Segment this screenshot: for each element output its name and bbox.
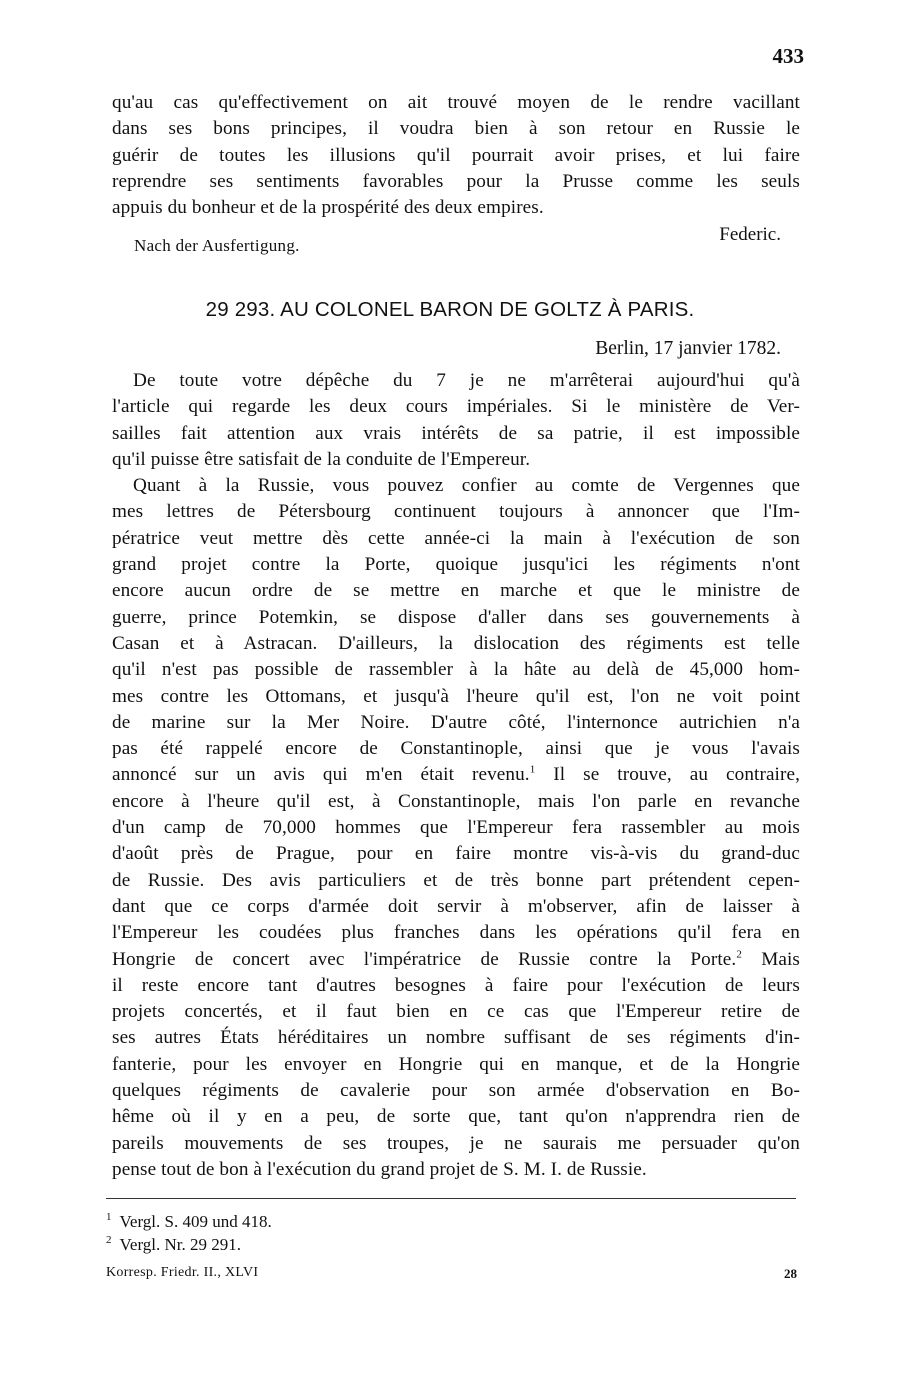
text-line: guérir de toutes les illusions qu'il pourrait avoir prises, et lui faire [112, 144, 800, 166]
line-text: Mais [741, 948, 800, 970]
footnote [106, 1210, 272, 1233]
text-line: encore aucun ordre de se mettre en marche et que le ministre de [112, 580, 800, 602]
footnote-reference: 1 [529, 764, 536, 777]
text-line: hême où il y en a peu, de sorte que, tant qu'on n'apprendra rien de [112, 1106, 800, 1128]
volume-signature: Korresp. Friedr. II., XLVI [106, 1265, 259, 1280]
footnote-text: Vergl. S. 409 und 418. [119, 1212, 272, 1231]
line-text: annoncé sur un avis qui m'en était revenu. [112, 764, 530, 786]
letter-heading: 29 293. AU COLONEL BARON DE GOLTZ À PARIS. [205, 298, 695, 321]
source-note: Nach der Ausfertigung. [134, 236, 300, 255]
text-line: l'article qui regarde les deux cours impériales. Si le ministère de Ver- [112, 396, 800, 418]
footnote-mark: 1 [106, 1211, 112, 1224]
text-line: projets concertés, et il faut bien en ce cas que l'Empereur retire de [112, 1001, 800, 1023]
footnote [106, 1233, 272, 1256]
text-line: guerre, prince Potemkin, se dispose d'aller dans ses gouvernements à [112, 606, 800, 628]
text-line: ses autres États héréditaires un nombre suffisant de ses régiments d'in- [112, 1027, 800, 1049]
text-line: dans ses bons principes, il voudra bien à son retour en Russie le [112, 118, 800, 140]
paragraph [112, 473, 800, 1183]
text-line: appuis du bonheur et de la prospérité des deux empires. [112, 197, 544, 219]
paragraph [112, 368, 800, 473]
signature: Federic. [719, 224, 781, 245]
continued-paragraph [112, 90, 800, 221]
text-line: pératrice veut mettre dès cette année-ci la main à l'exécution de son [112, 527, 800, 549]
text-line: Casan et à Astracan. D'ailleurs, la dislocation des régiments est telle [112, 632, 800, 654]
text-line: mes contre les Ottomans, et jusqu'à l'heure qu'il est, l'on ne voit point [112, 685, 800, 707]
text-line: De toute votre dépêche du 7 je ne m'arrêterai aujourd'hui qu'à [133, 370, 800, 391]
text-line: l'Empereur les coudées plus franches dans les opérations qu'il fera en [112, 922, 800, 944]
text-line: il reste encore tant d'autres besognes à faire pour l'exécution de leurs [112, 974, 800, 996]
footnote-reference: 2 [736, 948, 742, 961]
footnote-divider [106, 1198, 796, 1199]
text-line: sailles fait attention aux vrais intérêts de sa patrie, il est impossible [112, 422, 800, 444]
text-line: quelques régiments de cavalerie pour son armée d'observation en Bo- [112, 1080, 800, 1102]
text-line: d'août près de Prague, pour en faire montre vis-à-vis du grand-duc [112, 843, 800, 865]
text-line: de Russie. Des avis particuliers et de très bonne part prétendent cepen- [112, 869, 800, 891]
text-line: pareils mouvements de ses troupes, je ne saurais me persuader qu'on [112, 1132, 800, 1154]
text-line: encore à l'heure qu'il est, à Constantinople, mais l'on parle en revanche [112, 790, 800, 812]
text-line [112, 762, 800, 788]
text-line: fanterie, pour les envoyer en Hongrie qui en manque, et de la Hongrie [112, 1053, 800, 1075]
sheet-number: 28 [784, 1266, 797, 1281]
text-line: grand projet contre la Porte, quoique jusqu'ici les régiments n'ont [112, 554, 800, 576]
text-line: qu'au cas qu'effectivement on ait trouvé moyen de le rendre vacillant [112, 92, 800, 113]
text-line: de marine sur la Mer Noire. D'autre côté, l'internonce autrichien n'a [112, 711, 800, 733]
text-line: pas été rappelé encore de Constantinople, ainsi que je vous l'avais [112, 738, 800, 760]
dateline: Berlin, 17 janvier 1782. [595, 338, 781, 359]
footnote-mark: 2 [106, 1234, 112, 1247]
footnote-text: Vergl. Nr. 29 291. [119, 1235, 242, 1254]
text-line: reprendre ses sentiments favorables pour la Prusse comme les seuls [112, 170, 800, 192]
text-line: d'un camp de 70,000 hommes que l'Empereur fera rassembler au mois [112, 817, 800, 839]
footnotes [106, 1210, 272, 1256]
line-text: Il se trouve, au contraire, [535, 764, 800, 786]
text-line: qu'il n'est pas possible de rassembler à la hâte au delà de 45,000 hom- [112, 659, 800, 681]
text-line: Quant à la Russie, vous pouvez confier au comte de Vergennes que [133, 475, 800, 497]
text-line: dant que ce corps d'armée doit servir à m'observer, afin de laisser à [112, 895, 800, 917]
text-line: qu'il puisse être satisfait de la conduite de l'Empereur. [112, 448, 531, 470]
text-line [112, 947, 800, 973]
text-line: pense tout de bon à l'exécution du grand projet de S. M. I. de Russie. [112, 1158, 647, 1180]
page-number: 433 [772, 44, 804, 68]
text-line: mes lettres de Pétersbourg continuent toujours à annoncer que l'Im- [112, 501, 800, 523]
line-text: Hongrie de concert avec l'impératrice de Russie contre la Porte. [112, 948, 737, 970]
letter-body [112, 368, 800, 1183]
